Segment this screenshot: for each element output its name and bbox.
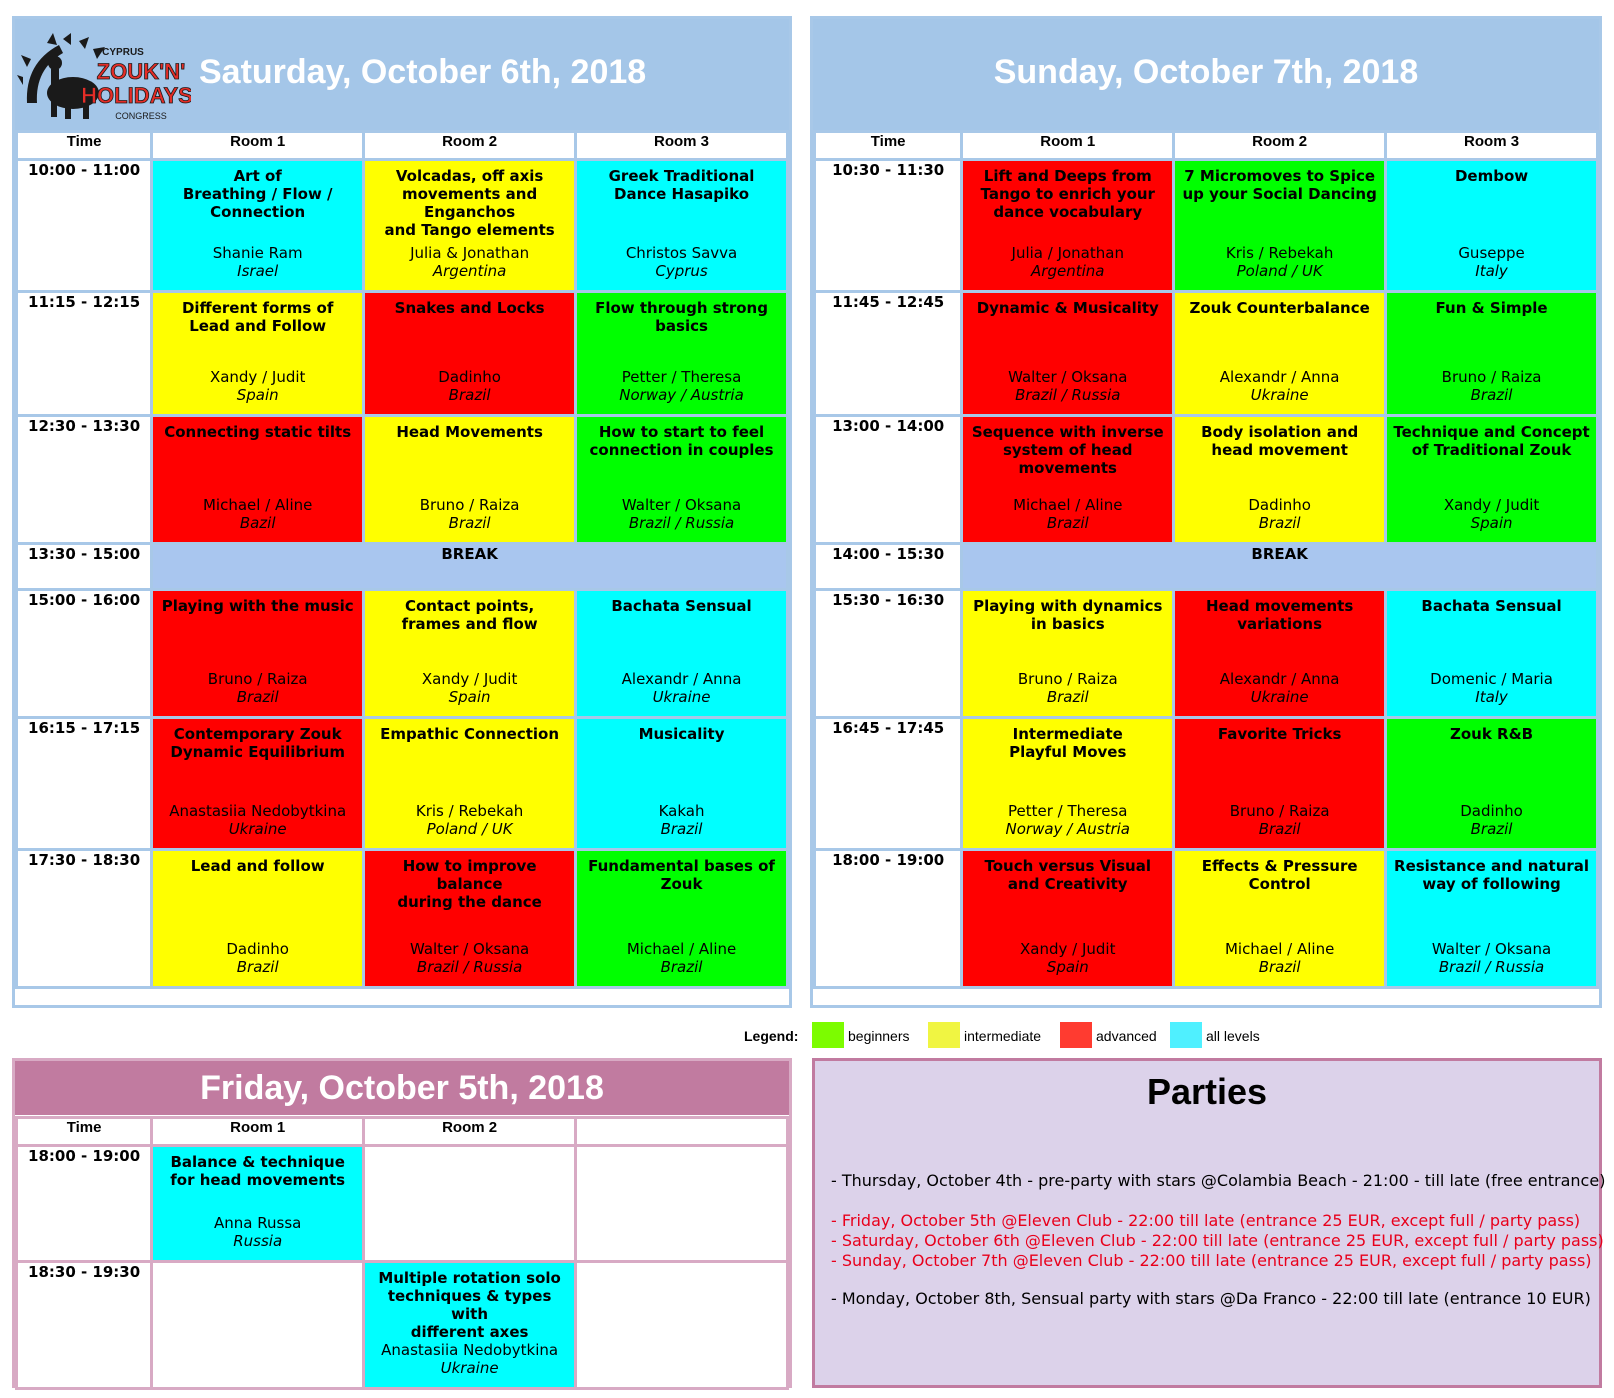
workshop-title: Dembow [1454, 167, 1529, 185]
workshop-cell [364, 1146, 576, 1262]
legend-label: Legend: [744, 1028, 799, 1044]
sunday-col-header-2: Room 2 [1174, 132, 1386, 160]
instructors: Shanie Ram [212, 244, 303, 262]
saturday-schedule [15, 130, 789, 989]
country: Norway / Austria [619, 386, 744, 404]
country: Brazil [660, 820, 703, 838]
instructors: Walter / Oksana [409, 940, 530, 958]
country: Brazil [448, 386, 491, 404]
workshop-cell [364, 718, 576, 850]
country: Spain [448, 688, 491, 706]
logo [17, 33, 191, 123]
sunday-panel [810, 16, 1602, 1008]
workshop-title: Contemporary Zouk Dynamic Equilibrium [170, 725, 345, 761]
instructors: Xandy / Judit [421, 670, 518, 688]
country: Ukraine [228, 820, 287, 838]
workshop-title: Musicality [638, 725, 725, 743]
instructors: Petter / Theresa [621, 368, 742, 386]
workshop-title: Multiple rotation solo techniques & types with different axes [378, 1269, 561, 1341]
workshop-title: Connecting static tilts [164, 423, 352, 441]
workshop-title: Lift and Deeps from Tango to enrich your dance vocabulary [980, 167, 1155, 221]
workshop-cell [1174, 850, 1386, 988]
country: Brazil [448, 514, 491, 532]
instructors: Bruno / Raiza [1441, 368, 1542, 386]
table-row [17, 544, 788, 590]
instructors: Dadinho [226, 940, 289, 958]
workshop-title: Different forms of Lead and Follow [181, 299, 334, 335]
workshop-cell [962, 850, 1174, 988]
country: Ukraine [440, 1359, 499, 1377]
workshop-cell [364, 850, 576, 988]
instructors: Julia & Jonathan [410, 244, 530, 262]
legend-swatch-advanced [1060, 1022, 1092, 1048]
sunday-col-header-1: Room 1 [962, 132, 1174, 160]
instructors: Anna Russa [214, 1214, 302, 1232]
table-row [17, 718, 788, 850]
country: Brazil [236, 688, 279, 706]
workshop-title: Greek Traditional Dance Hasapiko [608, 167, 755, 203]
workshop-cell [152, 292, 364, 416]
time-slot: 16:45 - 17:45 [815, 718, 962, 850]
workshop-cell [1386, 292, 1598, 416]
instructors: Alexandr / Anna [621, 670, 742, 688]
instructors: Dadinho [438, 368, 501, 386]
workshop-title: Fun & Simple [1435, 299, 1548, 317]
workshop-title: 7 Micromoves to Spice up your Social Dancing [1182, 167, 1377, 203]
workshop-cell [576, 1262, 788, 1389]
workshop-title: Touch versus Visual and Creativity [984, 857, 1151, 893]
instructors: Xandy / Judit [209, 368, 306, 386]
workshop-cell [576, 590, 788, 718]
country: Brazil [1258, 514, 1301, 532]
workshop-cell [1174, 416, 1386, 544]
legend-swatch-all-levels [1170, 1022, 1202, 1048]
country: Ukraine [652, 688, 711, 706]
svg-text:CYPRUS: CYPRUS [102, 47, 144, 58]
country: Brazil / Russia [1015, 386, 1121, 404]
friday-col-header-0: Time [17, 1118, 152, 1146]
instructors: Walter / Oksana [1008, 368, 1128, 386]
workshop-title: Balance & technique for head movements [170, 1153, 346, 1189]
workshop-title: Favorite Tricks [1217, 725, 1342, 743]
instructors: Domenic / Maria [1430, 670, 1553, 688]
workshop-cell [962, 160, 1174, 292]
workshop-cell [152, 160, 364, 292]
workshop-cell [364, 160, 576, 292]
legend-text-beginners: beginners [848, 1028, 910, 1044]
party-line-friday: - Friday, October 5th @Eleven Club - 22:00 till late (entrance 25 EUR, except full / party pass) [831, 1211, 1581, 1230]
workshop-title: Zouk Counterbalance [1189, 299, 1370, 317]
country: Italy [1475, 688, 1508, 706]
instructors: Bruno / Raiza [1017, 670, 1118, 688]
workshop-title: Technique and Concept of Traditional Zouk [1393, 423, 1590, 459]
workshop-cell [152, 590, 364, 718]
saturday-col-header-2: Room 2 [364, 132, 576, 160]
friday-col-header-1: Room 1 [152, 1118, 364, 1146]
saturday-col-header-0: Time [17, 132, 152, 160]
friday-col-header-3 [576, 1118, 788, 1146]
party-line-saturday: - Saturday, October 6th @Eleven Club - 22:00 till late (entrance 25 EUR, except full / party pass) [831, 1231, 1604, 1250]
sunday-col-header-3: Room 3 [1386, 132, 1598, 160]
time-slot: 14:00 - 15:30 [815, 544, 962, 590]
workshop-title: Sequence with inverse system of head movements [971, 423, 1164, 477]
workshop-cell [962, 292, 1174, 416]
country: Poland / UK [1236, 262, 1323, 280]
friday-panel [12, 1058, 792, 1388]
table-row [17, 292, 788, 416]
parties-panel [812, 1058, 1606, 1388]
instructors: Kris / Rebekah [1225, 244, 1334, 262]
sunday-col-header-0: Time [815, 132, 962, 160]
workshop-cell [1386, 850, 1598, 988]
workshop-title: Head Movements [396, 423, 543, 441]
table-row [17, 590, 788, 718]
instructors: Petter / Theresa [1008, 802, 1128, 820]
country: Brazil [1470, 820, 1513, 838]
time-slot: 11:15 - 12:15 [17, 292, 152, 416]
instructors: Walter / Oksana [621, 496, 742, 514]
workshop-title: How to start to feel connection in couples [589, 423, 774, 459]
svg-text:CONGRESS: CONGRESS [115, 111, 167, 121]
workshop-title: Bachata Sensual [1421, 597, 1562, 615]
workshop-title: Body isolation and head movement [1201, 423, 1359, 459]
workshop-cell [962, 590, 1174, 718]
party-line-thursday: - Thursday, October 4th - pre-party with stars @Colambia Beach - 21:00 - till late (free entrance) [831, 1171, 1606, 1190]
instructors: Bruno / Raiza [419, 496, 520, 514]
workshop-cell [364, 1262, 576, 1389]
table-row [17, 1262, 788, 1389]
table-row [815, 590, 1598, 718]
workshop-title: Zouk R&B [1449, 725, 1534, 743]
country: Brazil [1258, 958, 1301, 976]
country: Brazil [660, 958, 703, 976]
instructors: Michael / Aline [202, 496, 313, 514]
country: Brazil / Russia [628, 514, 735, 532]
workshop-cell [962, 718, 1174, 850]
workshop-title: Lead and follow [190, 857, 325, 875]
saturday-title: Saturday, October 6th, 2018 [199, 53, 647, 91]
time-slot: 10:00 - 11:00 [17, 160, 152, 292]
country: Bazil [239, 514, 276, 532]
instructors: Alexandr / Anna [1219, 368, 1340, 386]
workshop-cell [1174, 590, 1386, 718]
instructors: Kakah [658, 802, 705, 820]
table-row [17, 850, 788, 988]
workshop-title: Contact points, frames and flow [401, 597, 538, 633]
table-row [815, 416, 1598, 544]
instructors: Bruno / Raiza [1229, 802, 1330, 820]
table-row [815, 718, 1598, 850]
country: Norway / Austria [1005, 820, 1130, 838]
country: Poland / UK [426, 820, 513, 838]
time-slot: 15:00 - 16:00 [17, 590, 152, 718]
country: Brazil [1258, 820, 1301, 838]
workshop-cell [576, 1146, 788, 1262]
workshop-title: Snakes and Locks [394, 299, 545, 317]
instructors: Dadinho [1248, 496, 1311, 514]
country: Brazil [236, 958, 279, 976]
instructors: Guseppe [1458, 244, 1525, 262]
saturday-col-header-1: Room 1 [152, 132, 364, 160]
instructors: Julia / Jonathan [1011, 244, 1124, 262]
workshop-title: Flow through strong basics [595, 299, 768, 335]
workshop-cell [576, 160, 788, 292]
workshop-title: Bachata Sensual [611, 597, 752, 615]
time-slot: 18:00 - 19:00 [17, 1146, 152, 1262]
workshop-cell [152, 1146, 364, 1262]
instructors: Dadinho [1460, 802, 1523, 820]
friday-title: Friday, October 5th, 2018 [200, 1069, 604, 1107]
workshop-title: Effects & Pressure Control [1201, 857, 1358, 893]
workshop-cell [1386, 718, 1598, 850]
workshop-title: How to improve balance during the dance [397, 857, 542, 911]
country: Ukraine [1250, 386, 1309, 404]
table-row [17, 160, 788, 292]
workshop-title: Resistance and natural way of following [1394, 857, 1590, 893]
time-slot: 15:30 - 16:30 [815, 590, 962, 718]
country: Brazil / Russia [416, 958, 523, 976]
sunday-schedule [813, 130, 1599, 989]
instructors: Michael / Aline [626, 940, 737, 958]
country: Brazil [1470, 386, 1513, 404]
instructors: Bruno / Raiza [207, 670, 308, 688]
workshop-cell [364, 292, 576, 416]
workshop-cell [576, 292, 788, 416]
workshop-cell [152, 718, 364, 850]
workshop-cell [1174, 292, 1386, 416]
parties-title: Parties [1146, 1071, 1268, 1112]
table-row [815, 850, 1598, 988]
sunday-title: Sunday, October 7th, 2018 [993, 53, 1419, 91]
instructors: Alexandr / Anna [1219, 670, 1340, 688]
legend-text-advanced: advanced [1096, 1028, 1157, 1044]
workshop-cell [152, 1262, 364, 1389]
legend-text-all-levels: all levels [1206, 1028, 1260, 1044]
party-line-monday: - Monday, October 8th, Sensual party with stars @Da Franco - 22:00 till late (entrance 10 EUR) [831, 1289, 1591, 1308]
instructors: Anastasiia Nedobytkina [381, 1341, 559, 1359]
time-slot: 13:30 - 15:00 [17, 544, 152, 590]
workshop-cell [364, 416, 576, 544]
country: Cyprus [655, 262, 708, 280]
instructors: Christos Savva [625, 244, 738, 262]
time-slot: 17:30 - 18:30 [17, 850, 152, 988]
country: Israel [237, 262, 279, 280]
country: Argentina [1031, 262, 1105, 280]
break-cell: BREAK [962, 544, 1598, 590]
country: Argentina [432, 262, 507, 280]
legend [0, 1020, 1614, 1050]
friday-schedule [15, 1116, 789, 1390]
workshop-cell [1386, 416, 1598, 544]
workshop-title: Art of Breathing / Flow / Connection [182, 167, 333, 221]
workshop-cell [364, 590, 576, 718]
legend-swatch-intermediate [928, 1022, 960, 1048]
instructors: Anastasiia Nedobytkina [169, 802, 347, 820]
table-row [815, 292, 1598, 416]
workshop-title: Volcadas, off axis movements and Enganchos and Tango elements [384, 167, 555, 239]
workshop-cell [1386, 590, 1598, 718]
table-row [17, 416, 788, 544]
instructors: Xandy / Judit [1443, 496, 1540, 514]
instructors: Michael / Aline [1224, 940, 1335, 958]
time-slot: 16:15 - 17:15 [17, 718, 152, 850]
instructors: Xandy / Judit [1020, 940, 1116, 958]
workshop-title: Empathic Connection [380, 725, 560, 743]
saturday-panel [12, 16, 792, 1008]
workshop-title: Playing with dynamics in basics [973, 597, 1163, 633]
country: Spain [1470, 514, 1513, 532]
workshop-cell [576, 850, 788, 988]
time-slot: 11:45 - 12:45 [815, 292, 962, 416]
workshop-cell [1174, 160, 1386, 292]
country: Ukraine [1250, 688, 1309, 706]
time-slot: 10:30 - 11:30 [815, 160, 962, 292]
time-slot: 12:30 - 13:30 [17, 416, 152, 544]
workshop-cell [576, 416, 788, 544]
instructors: Kris / Rebekah [415, 802, 524, 820]
party-line-sunday: - Sunday, October 7th @Eleven Club - 22:00 till late (entrance 25 EUR, except full / party pass) [831, 1251, 1592, 1270]
table-row [815, 544, 1598, 590]
table-row [815, 160, 1598, 292]
country: Brazil / Russia [1438, 958, 1545, 976]
workshop-title: Intermediate Playful Moves [1009, 725, 1127, 761]
workshop-title: Head movements variations [1206, 597, 1354, 633]
workshop-cell [1174, 718, 1386, 850]
break-cell: BREAK [152, 544, 788, 590]
legend-text-intermediate: intermediate [964, 1028, 1042, 1044]
logo-icon [17, 33, 191, 123]
workshop-cell [1386, 160, 1598, 292]
workshop-cell [152, 416, 364, 544]
country: Spain [236, 386, 279, 404]
workshop-cell [152, 850, 364, 988]
saturday-col-header-3: Room 3 [576, 132, 788, 160]
workshop-cell [962, 416, 1174, 544]
workshop-cell [576, 718, 788, 850]
country: Brazil [1046, 688, 1089, 706]
country: Spain [1046, 958, 1089, 976]
country: Italy [1475, 262, 1508, 280]
workshop-title: Dynamic & Musicality [976, 299, 1159, 317]
country: Brazil [1046, 514, 1089, 532]
workshop-title: Fundamental bases of Zouk [588, 857, 775, 893]
svg-text:HOLIDAYS: HOLIDAYS [81, 83, 191, 108]
friday-col-header-2: Room 2 [364, 1118, 576, 1146]
svg-text:ZOUK'N': ZOUK'N' [96, 59, 186, 84]
workshop-title: Playing with the music [161, 597, 354, 615]
instructors: Michael / Aline [1013, 496, 1123, 514]
legend-swatch-beginners [812, 1022, 844, 1048]
time-slot: 18:30 - 19:30 [17, 1262, 152, 1389]
time-slot: 18:00 - 19:00 [815, 850, 962, 988]
instructors: Walter / Oksana [1431, 940, 1552, 958]
country: Russia [233, 1232, 283, 1250]
time-slot: 13:00 - 14:00 [815, 416, 962, 544]
table-row [17, 1146, 788, 1262]
